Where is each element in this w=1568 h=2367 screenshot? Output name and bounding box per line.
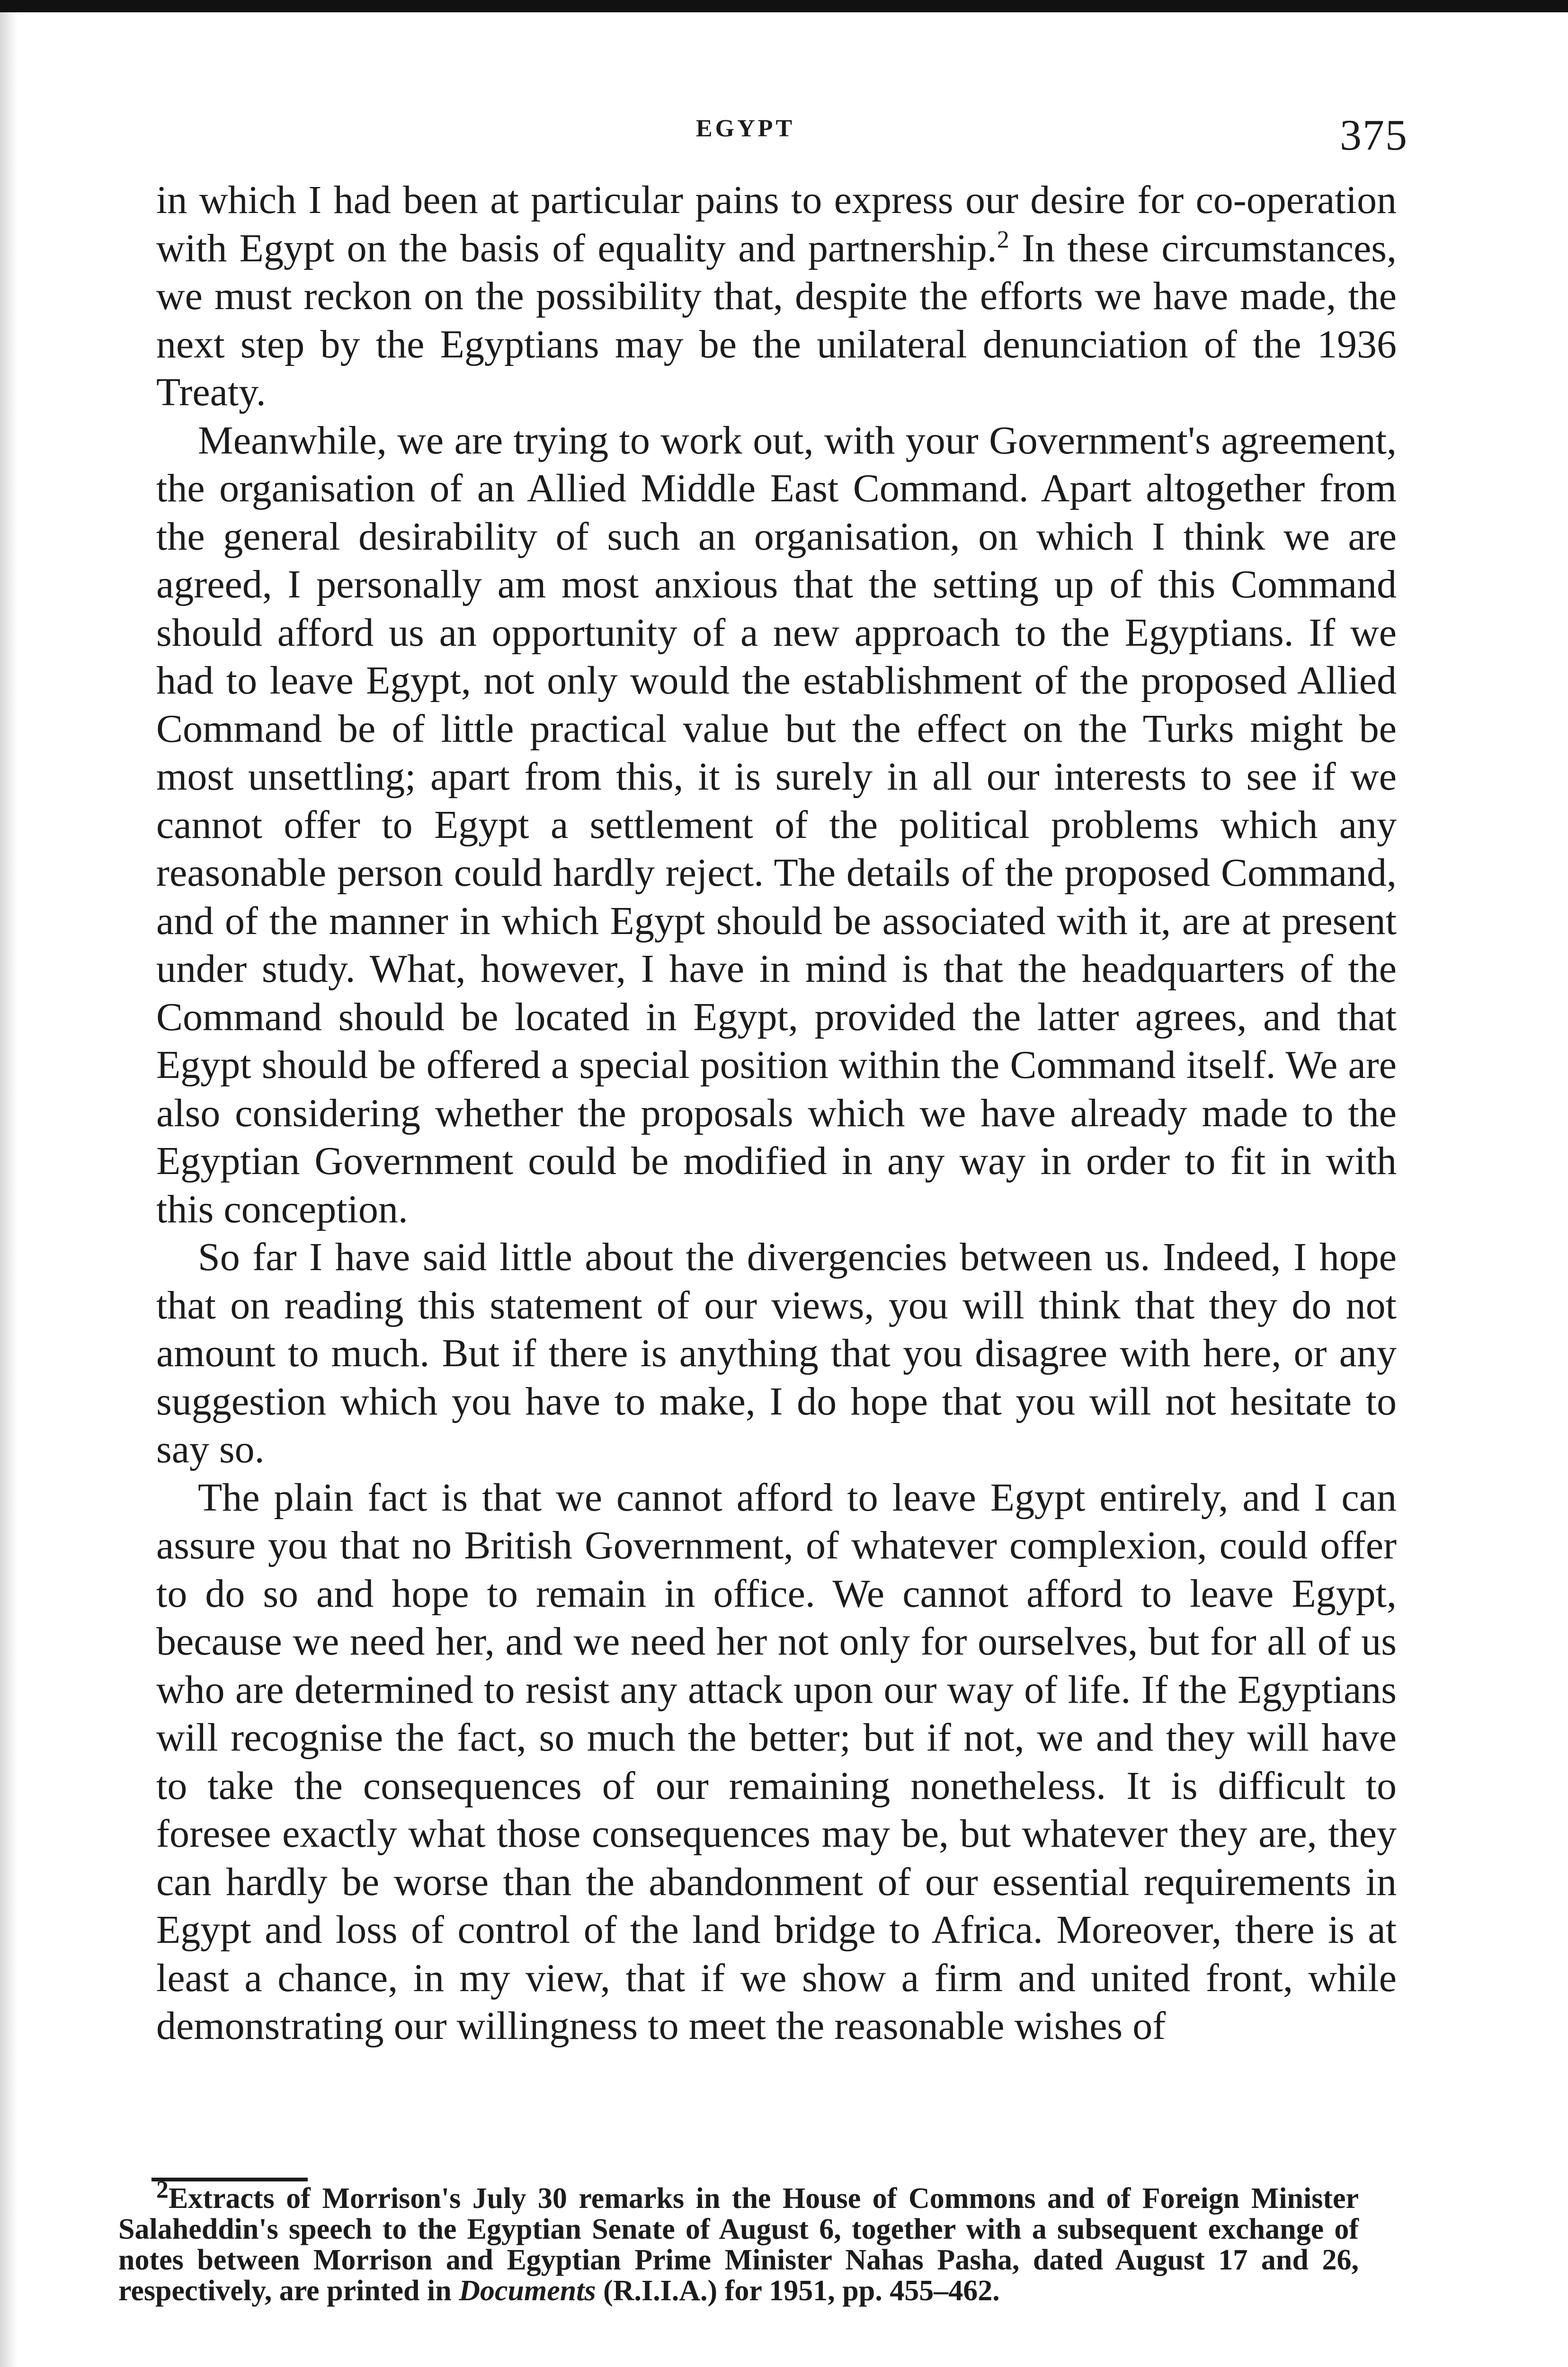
page-number: 375 bbox=[1340, 111, 1408, 159]
paragraph-1-continued: In these circumstances, we must reckon on the possibility that, despite the efforts we have made, the next step by the Egyptians may be the unilateral denunciation of the 1936 Treaty. bbox=[156, 226, 1397, 414]
paragraph-1-text: in which I had been at particular pains to express our desire for co-operation with Egypt on the basis of equality and partnership. bbox=[156, 178, 1397, 270]
body-text bbox=[156, 176, 1397, 2050]
footnote-italic-title: Documents bbox=[459, 2275, 596, 2307]
page-top-edge bbox=[0, 0, 1568, 12]
running-head: EGYPT bbox=[696, 115, 795, 142]
paragraph-2: Meanwhile, we are trying to work out, with your Government's agreement, the organisation of an Allied Middle East Command. Apart altogether from the general desirability of such an organisation, on which I think we are agreed, I personally am most anxious that the setting up of this Command should afford us an opportunity of a new approach to the Egyptians. If we had to leave Egypt, not only would the establishment of the proposed Allied Command be of little practical value but the effect on the Turks might be most unsettling; apart from this, it is surely in all our interests to see if we cannot offer to Egypt a settlement of the political problems which any reasonable person could hardly reject. The details of the proposed Command, and of the manner in which Egypt should be associated with it, are at present under study. What, however, I have in mind is that the headquarters of the Command should be located in Egypt, provided the latter agrees, and that Egypt should be offered a special position within the Command itself. We are also considering whether the proposals which we have already made to the Egyptian Government could be modified in any way in order to fit in with this conception. bbox=[156, 418, 1397, 1231]
footnote bbox=[118, 2176, 1359, 2307]
paragraph-1 bbox=[156, 176, 1397, 417]
footnote-reference: 2 bbox=[997, 226, 1009, 253]
footnote-text: Extracts of Morrison's July 30 remarks in the House of Commons and of Foreign Minister Salaheddin's speech to the Egyptian Senate of August 6, together with a subsequent exchange of notes between Morrison and Egyptian Prime Minister Nahas Pasha, dated August 17 and 26, respectively, are printed in bbox=[118, 2182, 1359, 2307]
footnote-mark: 2 bbox=[156, 2176, 169, 2204]
footnote-rule bbox=[151, 2178, 308, 2181]
scan-gutter-shadow bbox=[0, 12, 17, 2367]
paragraph-3: So far I have said little about the divergencies between us. Indeed, I hope that on reading this statement of our views, you will think that they do not amount to much. But if there is anything that you disagree with here, or any suggestion which you have to make, I do hope that you will not hesitate to say so. bbox=[156, 1235, 1397, 1471]
paragraph-4: The plain fact is that we cannot afford to leave Egypt entirely, and I can assure you that no British Government, of whatever complexion, could offer to do so and hope to remain in office. We cannot afford to leave Egypt, because we need her, and we need her not only for ourselves, but for all of us who are determined to resist any attack upon our way of life. If the Egyptians will recognise the fact, so much the better; but if not, we and they will have to take the consequences of our remaining nonetheless. It is difficult to foresee exactly what those consequences may be, but whatever they are, they can hardly be worse than the abandonment of our essential requirements in Egypt and loss of control of the land bridge to Africa. Moreover, there is at least a chance, in my view, that if we show a firm and united front, while demonstrating our willingness to meet the reasonable wishes of bbox=[156, 1475, 1397, 2048]
footnote-text-end: (R.I.I.A.) for 1951, pp. 455–462. bbox=[596, 2275, 1000, 2307]
